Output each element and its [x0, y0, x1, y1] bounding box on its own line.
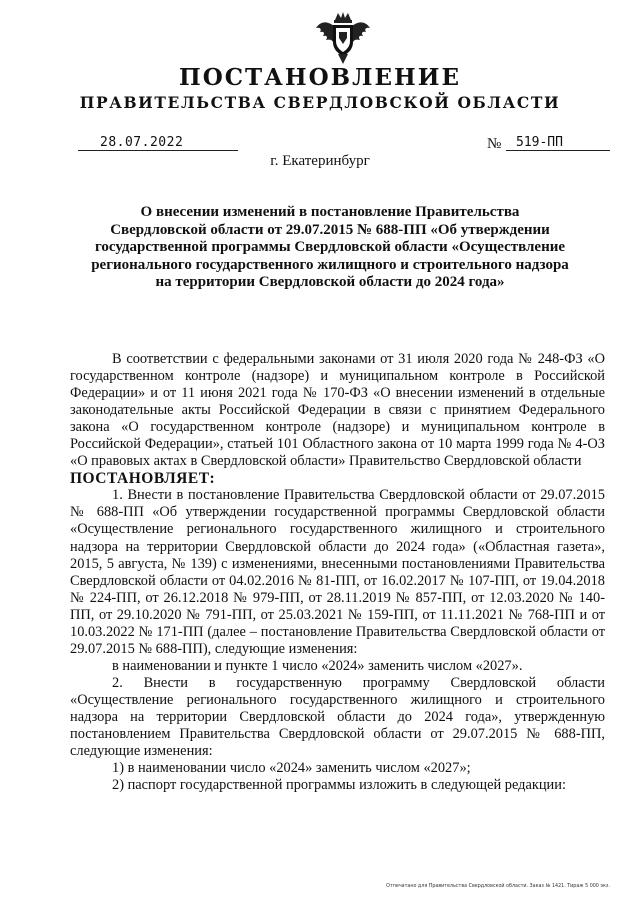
document-heading: [80, 204, 580, 292]
item-2-paragraph: 2. Внести в государственную программу Свердловской области «Осуществление регионального государственного жилищного и строительного надзора на территории Свердловской области до 2024 года», утвержденную постановлением Правительства Свердловской области от 29.07.2015 № 688-ПП, следующие изменения:: [70, 674, 605, 760]
heading-line: О внесении изменений в постановление Правительства: [140, 204, 520, 220]
intro-paragraph: В соответствии с федеральными законами от 31 июля 2020 года № 248-ФЗ «О государственном контроле (надзоре) и муниципальном контроле в Российской Федерации» и от 11 июня 2021 года № 170-ФЗ «О внесении изменений в отдельные законодательные акты Российской Федерации в связи с принятием Федерального закона «О государственном контроле (надзоре) и муниципальном контроле в Российской Федерации», статьей 101 Областного закона от 10 марта 1999 года № 4-ОЗ «О правовых актах в Свердловской области» Правительство Свердловской области: [70, 351, 605, 470]
heading-line: регионального государственного жилищного и строительного надзора: [91, 256, 569, 273]
document-body: [70, 351, 605, 794]
document-title: ПОСТАНОВЛЕНИЕ: [179, 64, 461, 91]
document-number: 519-ПП: [516, 135, 563, 150]
item-1-paragraph: 1. Внести в постановление Правительства Свердловской области от 29.07.2015 № 688-ПП «Об утверждении государственной программы Свердловской области «Осуществление регионального государственного жилищного и строительного надзора на территории Свердловской области до 2024 года» («Областная газета», 2015, 5 августа, № 139) с изменениями, внесенными постановлениями Правительства Свердловской области от 04.02.2016 № 81-ПП, от 16.02.2017 № 107-ПП, от 19.04.2018 № 224-ПП, от 26.12.2018 № 979-ПП, от 28.11.2019 № 857-ПП, от 12.03.2020 № 140-ПП, от 29.10.2020 № 791-ПП, от 25.03.2021 № 159-ПП, от 11.11.2021 № 768-ПП и от 10.03.2022 № 171-ПП (далее – постановление Правительства Свердловской области от 29.07.2015 № 688-ПП), следующие изменения:: [70, 487, 605, 657]
item-1-sub-paragraph: в наименовании и пункте 1 число «2024» заменить числом «2027».: [112, 657, 523, 674]
item-2-sub-2: 2) паспорт государственной программы изложить в следующей редакции:: [112, 777, 566, 794]
document-subtitle: ПРАВИТЕЛЬСТВА СВЕРДЛОВСКОЙ ОБЛАСТИ: [79, 93, 561, 112]
number-sign: №: [487, 136, 502, 152]
heading-line: государственной программы Свердловской области «Осуществление: [94, 239, 566, 255]
item-2-sub-1: 1) в наименовании число «2024» заменить числом «2027»;: [112, 760, 471, 777]
date-underline: [78, 150, 238, 151]
document-city: г. Екатеринбург: [270, 153, 370, 169]
heading-line: на территории Свердловской области до 2024 года»: [155, 274, 505, 290]
heading-line: Свердловской области от 29.07.2015 № 688-ПП «Об утверждении: [110, 221, 550, 238]
coat-of-arms-icon: [314, 10, 372, 66]
number-underline: [506, 150, 610, 151]
document-date: 28.07.2022: [100, 135, 184, 150]
print-note: Отпечатано для Правительства Свердловской области. Заказ № 1421. Тираж 5 000 экз.: [386, 884, 610, 889]
postanovlyaet-heading: ПОСТАНОВЛЯЕТ:: [70, 470, 216, 488]
